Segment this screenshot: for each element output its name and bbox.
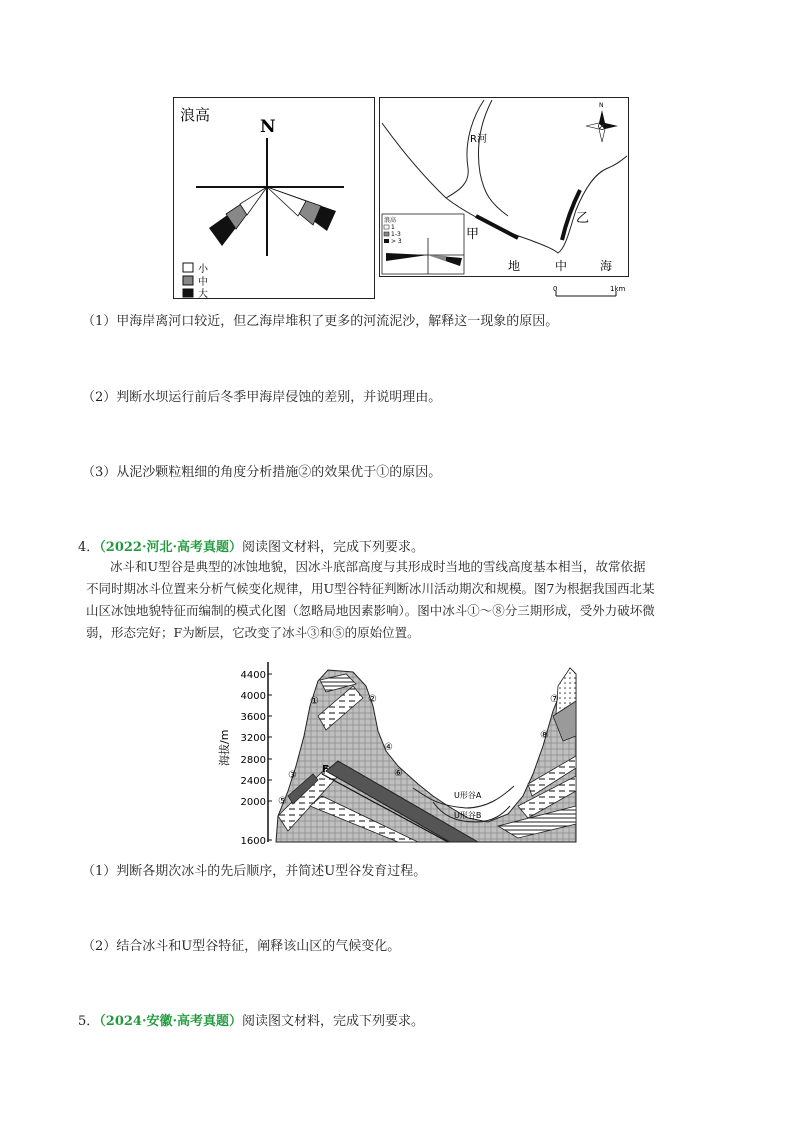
glacial-profile-diagram	[218, 656, 588, 846]
legend-swatch-medium	[183, 276, 193, 285]
inset-legend-1: 1	[391, 224, 395, 231]
question-5-number: 5．	[78, 1014, 100, 1029]
rose-petal-ese-small	[267, 187, 306, 216]
q4-paragraph-line-3: 山区冰蚀地貌特征而编制的模式化图（忽略局地因素影响）。图中冰斗①～⑧分三期形成，受外力破坏微	[86, 603, 655, 618]
wave-rose-figure	[173, 97, 375, 299]
sea-char-2: 中	[555, 259, 568, 273]
question-3-2: （2）判断水坝运行前后冬季甲海岸侵蚀的差别，并说明理由。	[82, 390, 442, 405]
question-4-number: 4．	[78, 540, 100, 555]
question-5-source: （2024·安徽·高考真题）	[99, 1014, 243, 1029]
glacial-landform-figure	[218, 656, 588, 846]
scale-km: 1km	[610, 285, 626, 293]
q4-paragraph-line-1: 冰斗和U型谷是典型的冰蚀地貌，因冰斗底部高度与其形成时当地的雪线高度基本相当，故常依据	[110, 559, 646, 574]
tick-4000: 4000	[240, 691, 266, 702]
inset-legend-2: 1-3	[391, 231, 401, 238]
inset-legend-3: > 3	[391, 238, 402, 245]
cirque-6: ⑥	[394, 768, 403, 779]
legend-swatch-small	[183, 263, 193, 272]
question-3-1: （1）甲海岸离河口较近，但乙海岸堆积了更多的河流泥沙，解释这一现象的原因。	[82, 314, 559, 329]
question-4-instruction: 阅读图文材料，完成下列要求。	[242, 540, 425, 555]
coast-segment-jia	[476, 216, 518, 238]
q4-paragraph-line-2: 不同时期冰斗位置来分析气候变化规律，用U型谷特征判断冰川活动期次和规模。图7为根据我国西北某	[86, 581, 655, 596]
cirque-3: ③	[288, 770, 297, 781]
fault-label: F	[322, 764, 329, 775]
question-3-3: （3）从泥沙颗粒粗细的角度分析措施②的效果优于①的原因。	[82, 465, 442, 480]
sea-char-1: 地	[508, 259, 521, 273]
cirque-4: ④	[384, 742, 393, 753]
question-4-1: （1）判断各期次冰斗的先后顺序，并简述U型谷发育过程。	[82, 864, 427, 879]
question-5-header	[78, 1010, 424, 1029]
tick-2400: 2400	[240, 776, 266, 787]
tick-3600: 3600	[240, 712, 266, 723]
cirque-5: ⑤	[278, 796, 287, 807]
river-bank-left	[382, 123, 446, 198]
sea-char-3: 海	[600, 259, 613, 273]
legend-label-large: 大	[198, 289, 208, 298]
legend-label-medium: 中	[198, 277, 208, 288]
wave-rose-diagram	[174, 98, 374, 298]
river-label: R河	[470, 134, 487, 145]
y-axis-label: 海拔/m	[218, 729, 231, 766]
coast-map-figure	[379, 97, 629, 277]
svg-text:N: N	[599, 102, 604, 109]
cirque-1: ①	[310, 696, 319, 707]
tick-3200: 3200	[240, 733, 266, 744]
u-valley-a-label: U形谷A	[454, 791, 482, 800]
u-valley-b-label: U形谷B	[454, 811, 482, 820]
river-bank-east	[479, 100, 509, 216]
tick-2800: 2800	[240, 755, 266, 766]
tick-4400: 4400	[240, 670, 266, 681]
cirque-8: ⑧	[540, 730, 549, 741]
cirque-7: ⑦	[550, 694, 559, 705]
place-jia: 甲	[466, 227, 480, 242]
question-5-instruction: 阅读图文材料，完成下列要求。	[242, 1014, 425, 1029]
rose-petal-sw-small	[240, 187, 267, 215]
question-4-header	[78, 536, 424, 555]
question-4-2: （2）结合冰斗和U型谷特征，阐释该山区的气候变化。	[82, 939, 401, 954]
tick-2000: 2000	[240, 797, 266, 808]
rose-title: 浪高	[180, 106, 211, 124]
legend-label-small: 小	[198, 264, 208, 275]
coast-map	[380, 98, 628, 276]
q4-paragraph-line-4: 弱，形态完好；F为断层，它改变了冰斗③和⑤的原始位置。	[86, 625, 420, 640]
compass-icon	[586, 102, 618, 142]
rose-north-label: N	[260, 117, 276, 137]
question-4-source: （2022·河北·高考真题）	[99, 540, 243, 555]
legend-swatch-large	[183, 289, 193, 297]
inset-title: 浪高	[384, 217, 397, 224]
scale-bar	[540, 282, 630, 302]
cirque-2: ②	[368, 694, 377, 705]
tick-1600: 1600	[240, 836, 266, 846]
scale-zero: 0	[553, 285, 558, 293]
place-yi: 乙	[576, 211, 590, 226]
